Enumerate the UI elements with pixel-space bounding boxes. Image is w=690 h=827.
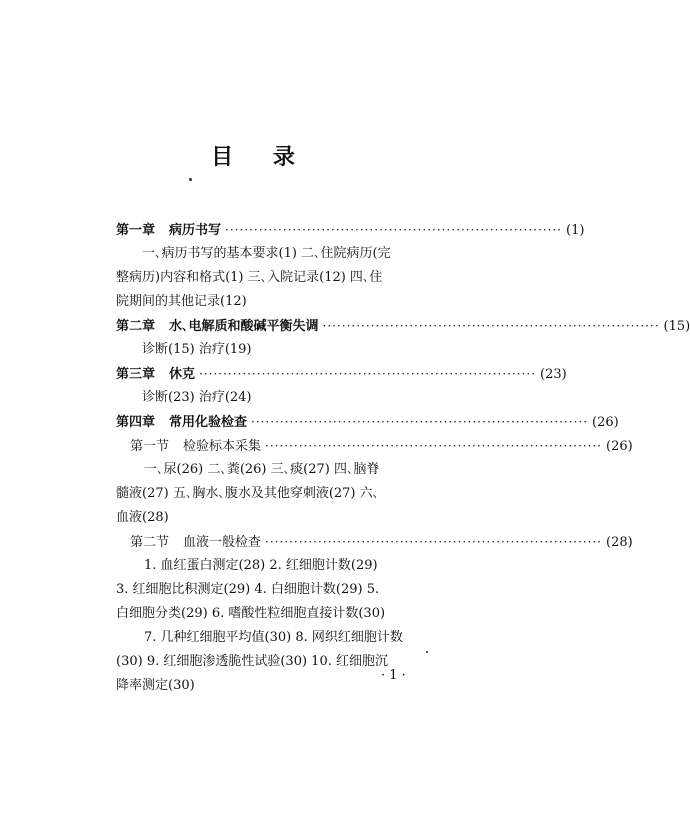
- chapter-title: 休克: [169, 367, 196, 382]
- toc-sub-line: 血液(28): [116, 510, 169, 525]
- toc-sub-line: 降率测定(30): [116, 678, 195, 693]
- chapter-number: 第四章: [116, 415, 156, 430]
- toc-section-1: [116, 434, 633, 458]
- chapter-title: 水､电解质和酸碱平衡失调: [169, 319, 319, 334]
- toc-sub-line: 7. 几种红细胞平均值(30) 8. 网织红细胞计数: [144, 630, 403, 645]
- chapter-title: 常用化验检查: [169, 415, 248, 430]
- chapter-page: (1): [566, 223, 585, 238]
- dot-leader: ······································································: [265, 439, 603, 453]
- chapter-title: 病历书写: [169, 223, 222, 238]
- toc-chapter-2: [116, 314, 690, 338]
- toc-section-2: [116, 530, 633, 554]
- toc-sub-line: 髓液(27) 五､胸水､腹水及其他穿刺液(27) 六､: [116, 486, 380, 501]
- section-title: 血液一般检查: [183, 535, 262, 550]
- toc-sub-line: 诊断(23) 治疗(24): [142, 390, 252, 405]
- page-number: · 1 ·: [381, 668, 406, 683]
- toc-sub-line: 诊断(15) 治疗(19): [142, 342, 252, 357]
- section-number: 第二节: [130, 535, 170, 550]
- toc-sub-line: 3. 红细胞比积测定(29) 4. 白细胞计数(29) 5.: [116, 582, 380, 597]
- stray-dot: [426, 651, 428, 653]
- dot-leader: ······································································: [322, 319, 660, 333]
- toc-chapter-4: [116, 410, 619, 434]
- dot-leader: ······································································: [265, 535, 603, 549]
- table-of-contents: [116, 218, 690, 698]
- chapter-number: 第二章: [116, 319, 156, 334]
- dot-leader: ······································································: [225, 223, 563, 237]
- toc-chapter-3: [116, 362, 567, 386]
- toc-sub-line: 1. 血红蛋白测定(28) 2. 红细胞计数(29): [144, 558, 378, 573]
- dot-leader: ······································································: [199, 367, 537, 381]
- toc-sub-line: 整病历)内容和格式(1) 三､入院记录(12) 四､住: [116, 270, 383, 285]
- section-title: 检验标本采集: [183, 439, 262, 454]
- toc-sub-line: 院期间的其他记录(12): [116, 294, 247, 309]
- chapter-number: 第一章: [116, 223, 156, 238]
- dot-leader: ······································································: [251, 415, 589, 429]
- stray-dot: [189, 178, 192, 181]
- chapter-page: (15): [663, 319, 690, 334]
- toc-sub-line: (30) 9. 红细胞渗透脆性试验(30) 10. 红细胞沉: [116, 654, 388, 669]
- chapter-page: (26): [592, 415, 619, 430]
- page-title: 目 录: [211, 145, 311, 170]
- toc-sub-line: 一､病历书写的基本要求(1) 二､住院病历(完: [142, 246, 391, 261]
- section-number: 第一节: [130, 439, 170, 454]
- chapter-page: (23): [540, 367, 567, 382]
- section-page: (26): [606, 439, 633, 454]
- chapter-number: 第三章: [116, 367, 156, 382]
- toc-sub-line: 白细胞分类(29) 6. 嗜酸性粒细胞直接计数(30): [116, 606, 386, 621]
- toc-sub-line: 一､尿(26) 二､粪(26) 三､痰(27) 四､脑脊: [144, 462, 380, 477]
- toc-chapter-1: [116, 218, 585, 242]
- section-page: (28): [606, 535, 633, 550]
